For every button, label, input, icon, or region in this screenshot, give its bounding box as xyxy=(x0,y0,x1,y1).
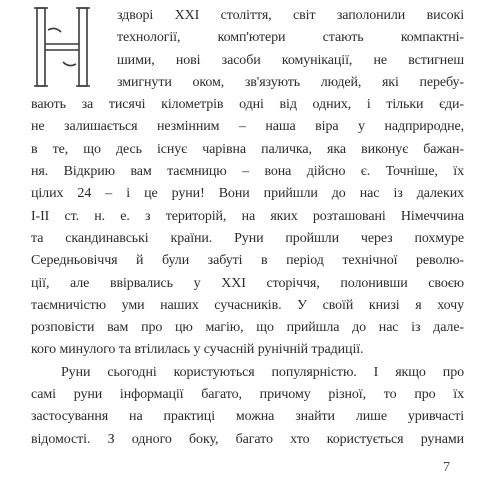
text-line: та скандинавські країни. Руни пройшли через похмуре xyxy=(31,230,464,246)
text-line: застосування на практиці можна знайти лише уривчасті xyxy=(31,409,464,425)
text-line: вають за тисячі кілометрів одні від одних, і тільки єди- xyxy=(31,97,464,113)
text-line: Руни сьогодні користуються популярністю. І якщо про xyxy=(61,364,464,380)
text-line: розповісти вам про цю магію, що прийшла до нас із дале- xyxy=(31,320,464,336)
text-line: відомості. З одного боку, багато хто користується рунами xyxy=(31,431,464,447)
text-line: технології, комп'ютери стають компактні- xyxy=(117,30,464,46)
text-line: самі руни інформації багато, причому різної, то про їх xyxy=(31,387,464,403)
text-line: в те, що десь існує чарівна паличка, яка виконує бажан- xyxy=(31,141,464,157)
text-line: ня. Відкрию вам таємницю – вона дійсно є. Точніше, їх xyxy=(31,164,464,180)
body-text xyxy=(31,5,464,451)
text-line: не залишається незмінним – наша віра у надприродне, xyxy=(31,119,464,135)
page-number: 7 xyxy=(443,460,450,475)
text-line: I-II ст. н. е. з територій, на яких розташовані Німеччина xyxy=(31,208,464,224)
text-line: ції, але ввірвались у XXI сторіччя, полонивши своєю xyxy=(31,275,464,291)
text-line: здворі XXI століття, світ заполонили високі xyxy=(117,8,464,23)
text-line: змигнути оком, зв'язують людей, які перебу- xyxy=(117,74,464,90)
text-line: таємничістю уми наших сучасників. У своїй книзі я хочу xyxy=(31,297,464,313)
text-line: кого минулого та втілилась у сучасній рунічній традиції. xyxy=(31,342,364,358)
text-line: цілих 24 – і це руни! Вони прийшли до нас із далеких xyxy=(31,186,464,202)
text-line: Середньовіччя й були забуті в період технічної револю- xyxy=(31,253,464,269)
text-line: шими, нові засоби комунікації, не встигнеш xyxy=(117,52,464,68)
